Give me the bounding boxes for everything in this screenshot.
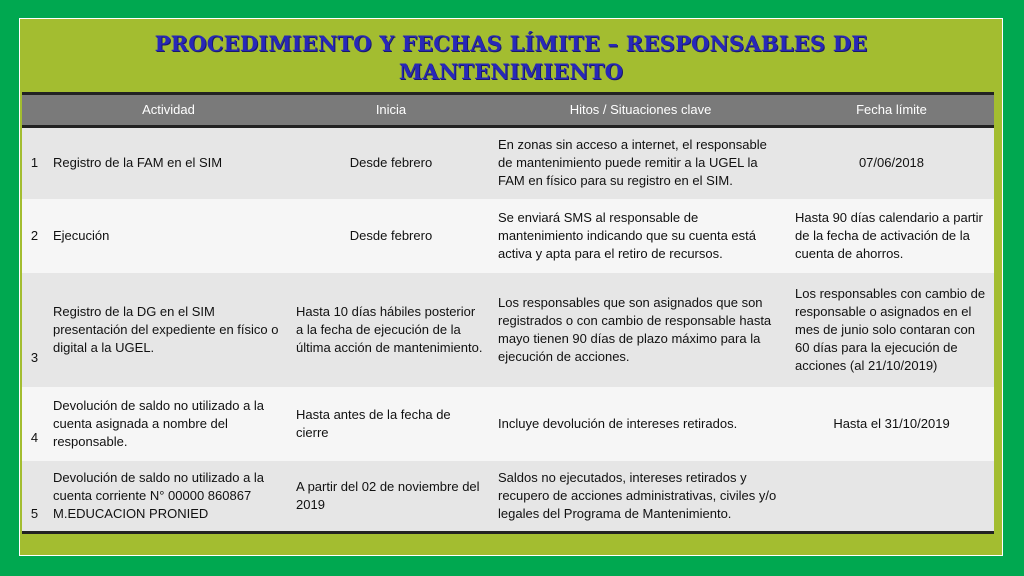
procedures-table xyxy=(22,92,994,534)
slide-title-line-1: PROCEDIMIENTO Y FECHAS LÍMITE – RESPONSABLES DE xyxy=(154,31,868,56)
cell-hitos: Saldos no ejecutados, intereses retirados y recupero de acciones administrativas, civiles y/o legales del Programa de Mantenimiento. xyxy=(492,461,789,533)
row-number: 2 xyxy=(30,227,39,243)
table-row xyxy=(22,127,994,199)
row-number: 4 xyxy=(30,429,39,445)
cell-actividad: Ejecución xyxy=(53,227,110,243)
cell-fecha-limite: Los responsables con cambio de responsable o asignados en el mes de junio solo contaran con 60 días para la ejecución de acciones (al 21/10/2019) xyxy=(795,285,986,373)
cell-inicia: Hasta antes de la fecha de cierre xyxy=(296,406,451,440)
cell-hitos: Incluye devolución de intereses retirados. xyxy=(498,415,738,431)
cell-actividad: Registro de la FAM en el SIM xyxy=(53,155,223,171)
table-row xyxy=(22,273,994,387)
table-header-row xyxy=(22,94,994,127)
cell-hitos: Se enviará SMS al responsable de mantenimiento indicando que su cuenta está activa y apta para el retiro de recursos. xyxy=(498,209,757,261)
slide-title xyxy=(19,30,1003,86)
table-row xyxy=(22,387,994,461)
cell-fecha-limite: Hasta el 31/10/2019 xyxy=(833,415,950,431)
cell-inicia: A partir del 02 de noviembre del 2019 xyxy=(290,461,492,533)
cell-inicia: Desde febrero xyxy=(349,155,433,171)
table-row xyxy=(22,199,994,273)
row-number: 1 xyxy=(30,155,39,171)
cell-fecha-limite: 07/06/2018 xyxy=(858,155,925,171)
cell-hitos: En zonas sin acceso a internet, el responsable de mantenimiento puede remitir a la UGEL la FAM en físico para su registro en el SIM. xyxy=(498,137,767,189)
cell-actividad: Registro de la DG en el SIM presentación del expediente en físico o digital a la UGEL. xyxy=(53,303,279,355)
cell-fecha-limite xyxy=(789,461,994,533)
header-fecha-limite: Fecha límite xyxy=(789,94,994,127)
cell-hitos: Los responsables que son asignados que son registrados o con cambio de responsable hasta mayo tienen 90 días de plazo máximo para la ejecución de acciones. xyxy=(498,294,772,364)
header-hitos: Hitos / Situaciones clave xyxy=(492,94,789,127)
cell-inicia: Desde febrero xyxy=(349,227,433,243)
cell-actividad: Devolución de saldo no utilizado a la cuenta corriente N° 00000 860867 M.EDUCACION PRONIED xyxy=(47,461,290,533)
slide-title-line-2: MANTENIMIENTO xyxy=(398,59,624,84)
row-number: 3 xyxy=(30,349,39,365)
cell-fecha-limite: Hasta 90 días calendario a partir de la fecha de activación de la cuenta de ahorros. xyxy=(795,209,983,261)
table-row xyxy=(22,461,994,533)
header-number xyxy=(22,94,47,127)
header-inicia: Inicia xyxy=(290,94,492,127)
row-number: 5 xyxy=(22,461,47,533)
header-actividad: Actividad xyxy=(47,94,290,127)
cell-actividad: Devolución de saldo no utilizado a la cuenta asignada a nombre del responsable. xyxy=(53,397,265,449)
cell-inicia: Hasta 10 días hábiles posterior a la fecha de ejecución de la última acción de mantenimiento. xyxy=(296,303,483,355)
